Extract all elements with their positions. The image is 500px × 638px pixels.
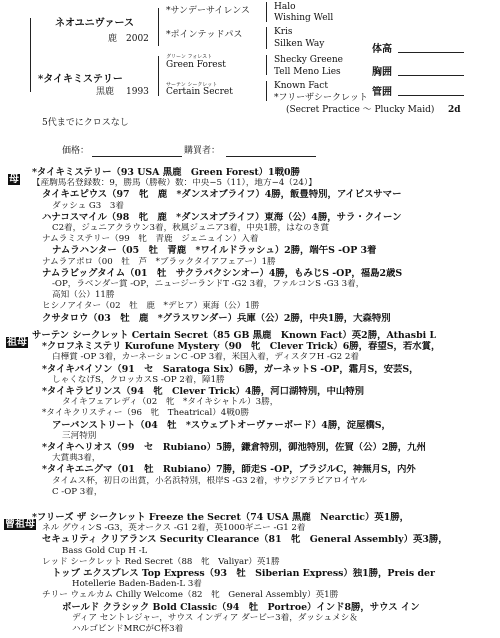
section-great-granddam-tag: 曾祖母 xyxy=(5,519,35,530)
offspring-line: 三河特別 xyxy=(62,430,97,441)
offspring-line: ボールド クラシック Bold Classic（94 牡 Portroe）インド8勝，サウス イン xyxy=(62,601,420,613)
chest-field[interactable] xyxy=(398,75,464,76)
offspring-line: ハナコスマイル（98 牝 鹿 *ダンスオブライフ）東海（公）4勝，サラ・クイーン xyxy=(42,211,402,223)
offspring-line: ナムラミステリー（99 牝 青鹿 ジェニュイン）入着 xyxy=(42,234,259,245)
offspring-line: *タイキクリスティー（96 牝 Theatrical）4戦0勝 xyxy=(42,408,249,419)
section-granddam-tag: 祖母 xyxy=(7,337,27,348)
cannon-label: 管囲 xyxy=(372,87,392,98)
offspring-line: -OP，ラベンダー賞 -OP，ニュージーランドT -G2 3着，ファルコンS -G3 3着， xyxy=(52,279,365,290)
dam-name: *タイキミステリー xyxy=(38,74,123,85)
dam-headline: *タイキミステリー（93 USA 黒鹿 Green Forest）1戦0勝 xyxy=(32,167,300,178)
offspring-line: タイキエピウス（97 牝 鹿 *ダンスオブライフ）4勝，飯豊特別，アイビスサマー xyxy=(42,189,402,201)
section-granddam xyxy=(32,330,492,498)
offspring-line: C -OP 3着， xyxy=(52,486,103,497)
offspring-line: アーバンストリート（04 牡 *スウェプトオーヴァーボード）4勝，淀屋橋S， xyxy=(52,419,391,431)
dam-color: 黒鹿 xyxy=(96,87,115,97)
offspring-line: ナムラアポロ（00 牡 芦 *ブラックタイアフェアー）1勝 xyxy=(42,256,276,267)
offspring-line: 大賞典3着， xyxy=(52,453,101,464)
offspring-line: ナムラハンター（05 牡 青鹿 *ワイルドラッシュ）2勝，端午S -OP 3着 xyxy=(52,245,377,257)
offspring-line: *クロフネミステリ Kurofune Mystery（90 牝 Clever Trick）6勝，春望S，若水賞， xyxy=(42,341,441,353)
offspring-line: セキュリティ クリアランス Security Clearance（81 牝 General Assembly）英3勝， xyxy=(42,534,448,546)
sd-sire: Kris xyxy=(274,27,293,37)
dam-sire: Green Forest xyxy=(166,60,226,70)
price-label: 価格： xyxy=(62,146,90,156)
sire-sire: *サンデーサイレンス xyxy=(166,6,250,16)
dd-tag: 2d xyxy=(448,105,461,115)
dam-sire-kana: グリーン フォレスト xyxy=(166,54,213,60)
granddam-headline: サーテン シークレット Certain Secret（85 GB 黒鹿 Known Fact）英2勝，Athasbi L xyxy=(32,330,437,341)
sd-dam: Silken Way xyxy=(274,39,325,49)
offspring-line: ダッシュ G3 3着 xyxy=(52,200,124,211)
offspring-line: *タイキエニグマ（01 牡 Rubiano）7勝，師走S -OP，ブラジルC，神無月S，内外 xyxy=(42,464,416,476)
cannon-field[interactable] xyxy=(398,95,464,96)
dd-dam: *フリーザシークレット xyxy=(274,93,368,103)
section-dam-tag: 母 xyxy=(9,174,19,185)
price-field[interactable] xyxy=(92,156,182,157)
buyer-label: 購買者： xyxy=(184,146,221,156)
great-granddam-headline: *フリーズ ザ シークレット Freeze the Secret（74 USA 黒鹿 Nearctic）英1勝， xyxy=(32,512,410,523)
section-great-granddam xyxy=(32,512,492,635)
offspring-line: クサタロウ（03 牡 鹿 *グラスワンダー）兵庫（公）2勝，中央1勝，大森特別 xyxy=(42,312,391,324)
offspring-line: 白樺賞 -OP 3着，カーネーションC -OP 3着，米国入着，ディスタフH -G2 2着 xyxy=(52,352,359,363)
offspring-line: C2着，ジュニアクラウン3着，秋風ジュニア3着，中央1勝，はなのき賞 xyxy=(52,223,330,234)
offspring-line: ネル グウィンS -G3，英オークス -G1 2着，英1000ギニー -G1 2着 xyxy=(42,523,306,534)
offspring-line: *タイキバイソン（91 セ Saratoga Six）6勝，ガーネットS -OP，霜月S，安芸S， xyxy=(42,363,419,375)
section-dam xyxy=(32,167,492,324)
offspring-line: *タイキヘリオス（99 セ Rubiano）5勝，鎌倉特別，御池特別，佐賀（公）2勝，九州 xyxy=(42,442,426,454)
ds-sire: Shecky Greene xyxy=(274,55,343,65)
height-label: 体高 xyxy=(372,44,392,55)
offspring-line: レッド シークレット Red Secret（88 牝 Valiyar）英1勝 xyxy=(42,556,280,567)
offspring-line: しゃくなげS，クロッカスS -OP 2着，障1勝 xyxy=(52,374,225,385)
offspring-line: ハルゴビンドMRCがC杯3着 xyxy=(72,624,184,635)
offspring-line: タイキフェアレディ（02 牝 *タイキシャトル）3勝， xyxy=(62,397,279,408)
offspring-line: *タイキラビリンス（94 牝 Clever Trick）4勝，河口湖特別，中山特別 xyxy=(42,386,364,398)
offspring-line: Bass Gold Cup H -L xyxy=(62,545,148,556)
offspring-line: トップ エクスプレス Top Express（93 牡 Siberian Express）独1勝，Preis der xyxy=(52,568,435,580)
height-field[interactable] xyxy=(398,52,464,53)
offspring-line: チリー ウェルカム Chilly Welcome（82 牝 General Assembly）英1勝 xyxy=(42,590,339,601)
ds-dam: Tell Meno Lies xyxy=(274,67,341,77)
dam-dam-kana: サーテン シークレット xyxy=(166,82,218,88)
dd-note: (Secret Practice ～ Plucky Maid) xyxy=(286,105,435,115)
buyer-field[interactable] xyxy=(226,156,316,157)
ss-sire: Halo xyxy=(274,2,296,12)
sire-name: ネオユニヴァース xyxy=(55,18,134,29)
sire-year: 2002 xyxy=(126,34,149,44)
cross-note: 5代までにクロスなし xyxy=(42,118,129,128)
offspring-line: ディア セントレジャー，サウス インディア ダービー3着，ダッシュメシ＆ xyxy=(72,612,358,623)
offspring-line: ナムラビッグタイム（01 牡 サクラバクシンオー）4勝，もみじS -OP，福島2歳S xyxy=(42,267,403,279)
ss-dam: Wishing Well xyxy=(274,13,334,23)
dam-dam: Certain Secret xyxy=(166,87,233,97)
offspring-line: 高知（公）11勝 xyxy=(52,290,115,301)
chest-label: 胸囲 xyxy=(372,67,392,78)
offspring-line: ヒシノアイター（02 牡 鹿 *デヒア）東海（公）1勝 xyxy=(42,301,260,312)
dam-stats: 【産駒馬名登録数：9，勝馬（勝鞍）数：中央−5（11），地方−4（24）】 xyxy=(32,178,317,189)
offspring-line: タイムス杯，初日の出賞，小名浜特別，根岸S -G3 2着，サウジアラビアロイヤル xyxy=(52,475,368,486)
offspring-line: Hotellerie Baden-Baden-L 3着 xyxy=(72,579,202,590)
dam-year: 1993 xyxy=(126,87,149,97)
sire-dam: *ポインテッドパス xyxy=(166,30,243,40)
sire-color: 鹿 xyxy=(108,34,118,44)
dd-sire: Known Fact xyxy=(274,81,328,91)
